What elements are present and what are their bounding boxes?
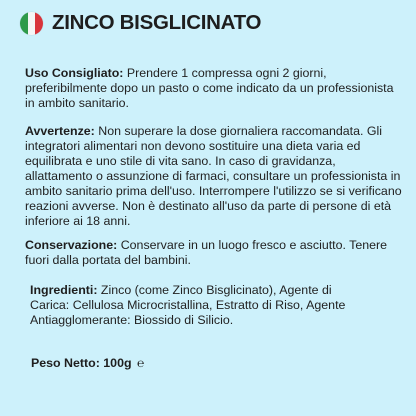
storage-section bbox=[25, 238, 405, 268]
warnings-label: Avvertenze: bbox=[25, 124, 95, 138]
ingredients-label: Ingredienti: bbox=[30, 283, 98, 297]
warnings-section bbox=[25, 124, 405, 229]
product-title: ZINCO BISGLICINATO bbox=[52, 11, 262, 34]
storage-text: Conservare in un luogo fresco e asciutto. Tenere fuori dalla portata del bambini. bbox=[25, 238, 388, 267]
usage-text: Prendere 1 compressa ogni 2 giorni, preferibilmente dopo un pasto o come indicato da un professionista in ambito sanitario. bbox=[25, 66, 394, 110]
usage-section bbox=[25, 66, 405, 111]
net-weight bbox=[31, 356, 144, 371]
flag-red-stripe bbox=[35, 12, 43, 35]
italian-flag-icon bbox=[20, 12, 43, 35]
flag-green-stripe bbox=[20, 12, 28, 35]
estimate-sign-icon: ℮ bbox=[136, 356, 145, 370]
warnings-text: Non superare la dose giornaliera raccomandata. Gli integratori alimentari non devono sostituire una dieta varia ed equilibrata e uno stile di vita sano. In caso di gravidanza, allattamento o assunzione di farmaci, consultare un professionista in ambito sanitario prima dell'uso. Interrompere l'utilizzo se si verificano reazioni avverse. Non è destinato all'uso da parte di persone di età inferiore ai 18 anni. bbox=[25, 124, 402, 228]
flag-white-stripe bbox=[28, 12, 36, 35]
ingredients-section bbox=[30, 283, 370, 328]
product-header bbox=[20, 10, 261, 36]
usage-label: Uso Consigliato: bbox=[25, 66, 124, 80]
storage-label: Conservazione: bbox=[25, 238, 118, 252]
net-weight-label: Peso Netto: 100g bbox=[31, 356, 132, 370]
ingredients-text: Zinco (come Zinco Bisglicinato), Agente di Carica: Cellulosa Microcristallina, Estratto di Riso, Agente Antiagglomerante: Biossido di Silicio. bbox=[30, 283, 346, 327]
